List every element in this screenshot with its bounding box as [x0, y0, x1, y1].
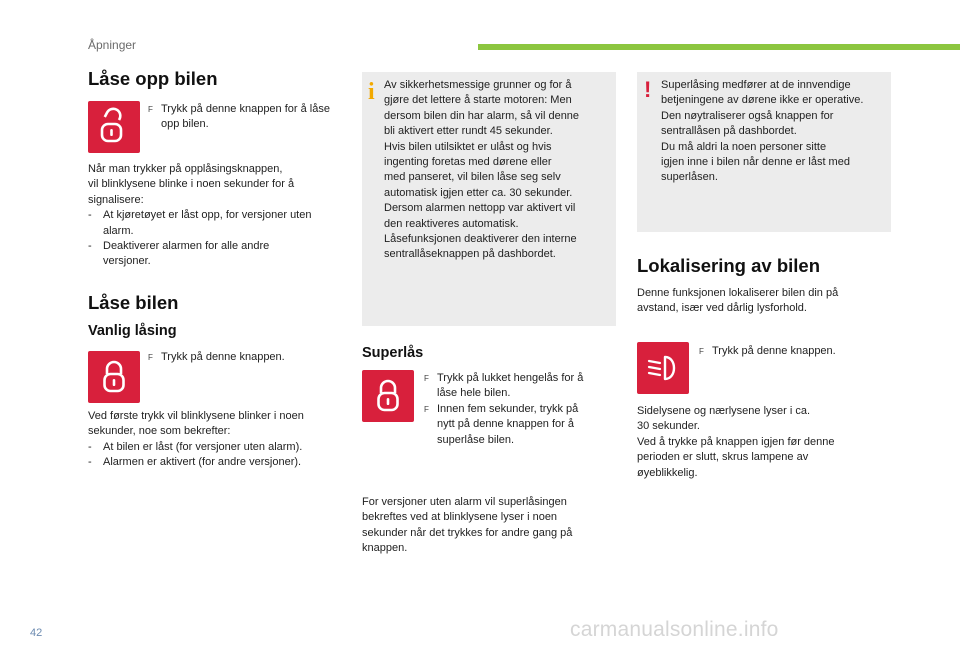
info-note-line: dersom bilen din har alarm, så vil denne: [384, 109, 580, 122]
superlock-step-line: superlåse bilen.: [437, 433, 515, 446]
info-note-line: ingenting foretas med dørene eller: [384, 156, 552, 169]
info-note-text: [384, 78, 614, 263]
locate-intro: [637, 286, 887, 317]
info-note-line: gjøre det lettere å starte motoren: Men: [384, 94, 572, 107]
superlock-steps: [424, 371, 614, 448]
lock-step-text: Trykk på denne knappen.: [161, 351, 285, 363]
info-note-line: sentrallåseknappen på dashbordet.: [384, 248, 556, 261]
info-note-line: Hvis bilen utilsiktet er ulåst og hvis: [384, 140, 552, 153]
unlock-button-illustration: [88, 101, 140, 153]
locate-outro-line: øyeblikkelig.: [637, 466, 698, 479]
section-header: Åpninger: [88, 38, 137, 52]
unlocked-padlock-icon: [94, 107, 134, 147]
superlock-note-line: knappen.: [362, 542, 408, 555]
locked-padlock-icon: [368, 376, 408, 416]
superlock-note-line: For versjoner uten alarm vil superlåsingen: [362, 496, 567, 508]
list-item-line: At kjøretøyet er låst opp, for versjoner uten: [103, 209, 312, 222]
step-bullet: F: [699, 347, 704, 356]
lock-intro: [88, 409, 338, 471]
lock-subtitle: Vanlig låsing: [88, 323, 177, 339]
warning-note-line: betjeningene av dørene ikke er operative.: [661, 94, 864, 107]
superlock-title: Superlås: [362, 345, 424, 361]
unlock-intro-line: Når man trykker på opplåsingsknappen,: [88, 163, 283, 175]
list-dash: -: [88, 240, 92, 253]
list-item-line: Alarmen er aktivert (for andre versjoner).: [103, 456, 302, 469]
locate-step: [699, 344, 884, 359]
watermark: carmanualsonline.info: [570, 618, 779, 641]
list-item-line: At bilen er låst (for versjoner uten alarm).: [103, 440, 303, 453]
info-note-line: Dersom alarmen nettopp var aktivert vil: [384, 202, 576, 215]
unlock-intro-line: vil blinklysene blinke i noen sekunder for å: [88, 178, 295, 191]
step-bullet: F: [148, 105, 153, 114]
unlock-title: Låse opp bilen: [88, 68, 218, 89]
superlock-note: [362, 495, 612, 557]
locate-intro-line: Denne funksjonen lokaliserer bilen din på: [637, 287, 839, 299]
step-bullet: F: [424, 374, 429, 383]
list-dash: -: [88, 209, 92, 222]
superlock-step-line: låse hele bilen.: [437, 387, 511, 400]
superlock-step: [424, 402, 614, 448]
warning-note-line: Den nøytraliserer også knappen for: [661, 109, 834, 122]
info-note-line: Av sikkerhetsmessige grunner og for å: [384, 79, 572, 91]
warning-note-line: igjen inne i bilen når denne er låst med: [661, 156, 850, 169]
low-beam-headlight-icon: [643, 348, 683, 388]
locate-button-illustration: [637, 342, 689, 394]
list-item: [88, 455, 338, 470]
list-dash: -: [88, 456, 92, 469]
locked-padlock-icon: [94, 357, 134, 397]
list-item: [88, 440, 338, 455]
superlock-step-line: nytt på denne knappen for å: [437, 418, 574, 431]
warning-note-line: Du må aldri la noen personer sitte: [661, 140, 827, 153]
info-note-box: [362, 72, 616, 326]
warning-note-box: [637, 72, 891, 232]
lock-title: Låse bilen: [88, 292, 179, 313]
list-item: [88, 208, 338, 239]
locate-outro-line: Sidelysene og nærlysene lyser i ca.: [637, 405, 811, 417]
lock-intro-line: Ved første trykk vil blinklysene blinker i noen: [88, 410, 304, 422]
step-bullet: F: [424, 404, 429, 414]
info-note-line: med panseret, vil bilen låse seg selv: [384, 171, 561, 184]
warning-note-line: Superlåsing medfører at de innvendige: [661, 79, 851, 91]
info-note-line: bli aktivert etter rundt 45 sekunder.: [384, 125, 553, 138]
warning-marker-icon: !: [644, 77, 652, 102]
lock-intro-line: sekunder, noe som bekrefter:: [88, 425, 231, 438]
superlock-step: [424, 371, 614, 402]
superlock-step-line: Innen fem sekunder, trykk på: [437, 402, 579, 415]
lock-step: [148, 350, 333, 365]
unlock-step-text: Trykk på denne knappen for å låse opp bilen.: [161, 103, 330, 131]
superlock-step-line: Trykk på lukket hengelås for å: [437, 372, 584, 384]
superlock-note-line: bekreftes ved at blinklysene lyser i noen: [362, 511, 558, 524]
warning-note-text: [661, 78, 889, 186]
page-number: 42: [30, 627, 43, 639]
info-marker-icon: i: [368, 79, 375, 105]
superlock-button-illustration: [362, 370, 414, 422]
info-note-line: Låsefunksjonen deaktiverer den interne: [384, 233, 577, 246]
list-item-line: alarm.: [103, 224, 134, 237]
unlock-intro: [88, 162, 338, 270]
list-item-line: versjoner.: [103, 255, 151, 268]
locate-intro-line: avstand, især ved dårlig lysforhold.: [637, 302, 807, 315]
locate-outro-line: Ved å trykke på knappen igjen før denne: [637, 435, 835, 448]
unlock-intro-line: signalisere:: [88, 193, 144, 206]
locate-step-text: Trykk på denne knappen.: [712, 345, 836, 357]
locate-title: Lokalisering av bilen: [637, 255, 821, 276]
locate-outro-line: perioden er slutt, skrus lampene av: [637, 451, 809, 464]
list-item: [88, 239, 338, 270]
warning-note-line: sentrallåsen på dashbordet.: [661, 125, 797, 138]
locate-outro: [637, 404, 887, 481]
warning-note-line: superlåsen.: [661, 171, 718, 184]
step-bullet: F: [148, 353, 153, 362]
info-note-line: den reaktiveres automatisk.: [384, 217, 519, 230]
list-item-line: Deaktiverer alarmen for alle andre: [103, 240, 270, 253]
superlock-note-line: sekunder når det trykkes for andre gang på: [362, 526, 573, 539]
lock-button-illustration: [88, 351, 140, 403]
locate-outro-line: 30 sekunder.: [637, 420, 700, 433]
list-dash: -: [88, 440, 92, 453]
section-header-bar: [478, 44, 960, 50]
info-note-line: automatisk igjen etter ca. 30 sekunder.: [384, 186, 573, 199]
unlock-step: [148, 102, 333, 133]
